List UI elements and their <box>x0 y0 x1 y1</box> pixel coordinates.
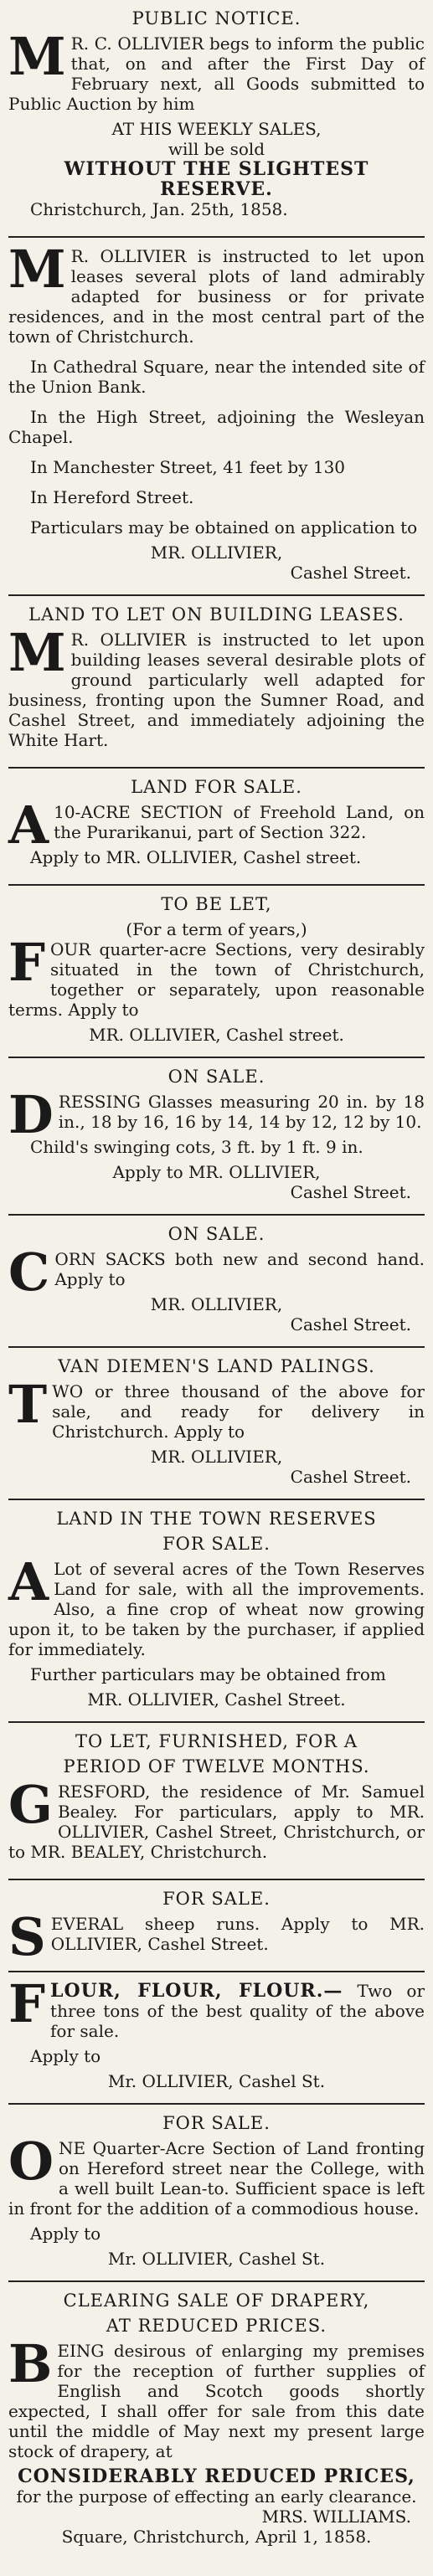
town-reserves-ad <box>8 1509 425 1713</box>
ad-signature: MR. OLLIVIER, <box>150 1294 283 1314</box>
ad-title: AT REDUCED PRICES. <box>106 2316 327 2336</box>
divider <box>8 1499 425 1500</box>
ad-line: WITHOUT THE SLIGHTEST RESERVE. <box>64 158 369 200</box>
ad-body: Lot of several acres of the Town Reserves Land for sale, with all the improvements. Also, a fine crop of wheat now growing upon it, to be taken by the purchaser, if applied for immediately. <box>8 1559 425 1659</box>
ad-apply: Apply to <box>30 2224 101 2244</box>
palings-ad <box>8 1356 425 1490</box>
ad-line: Child's swinging cots, 3 ft. by 1 ft. 9 in. <box>30 1137 363 1157</box>
ad-title: PUBLIC NOTICE. <box>131 8 302 28</box>
quarter-acre-ad <box>8 2113 425 2272</box>
ad-title: CLEARING SALE OF DRAPERY, <box>63 2291 370 2311</box>
land-for-sale-ad <box>8 777 425 876</box>
divider <box>8 2280 425 2282</box>
drapery-ad <box>8 2291 425 2550</box>
ad-further: Further particulars may be obtained from <box>30 1664 386 1684</box>
drop-cap: T <box>8 1374 48 1435</box>
ad-body: OUR quarter-acre Sections, very desirably situated in the town of Christchurch, together or separately, upon reasonable terms. Apply to <box>8 939 425 1020</box>
plots-ad <box>8 239 425 586</box>
ad-body: ORN SACKS both new and second hand. Apply to <box>54 1249 425 1289</box>
drop-cap: A <box>8 1551 49 1612</box>
ad-signature: MR. OLLIVIER, Cashel street. <box>89 1025 344 1045</box>
ad-address: Cashel Street. <box>290 1182 411 1202</box>
ad-title: LAND FOR SALE. <box>131 777 302 797</box>
ad-body: NE Quarter-Acre Section of Land fronting on Hereford street near the College, with a well built Lean-to. Sufficient space is left in front for the addition of a commodious house. <box>8 2138 425 2219</box>
ad-title: VAN DIEMEN'S LAND PALINGS. <box>58 1356 375 1376</box>
ad-title: FOR SALE. <box>162 2113 271 2133</box>
ad-title: LAND IN THE TOWN RESERVES <box>56 1509 377 1529</box>
ad-title: LAND TO LET ON BUILDING LEASES. <box>28 604 405 625</box>
furnished-ad <box>8 1731 425 1870</box>
drop-cap: M <box>8 622 66 683</box>
ad-signature: MR. OLLIVIER, Cashel Street. <box>87 1689 346 1710</box>
ad-body: RESSING Glasses measuring 20 in. by 18 in., 18 by 16, 16 by 14, 14 by 12, 12 by 10. <box>58 1092 425 1132</box>
ad-line: AT HIS WEEKLY SALES, <box>111 119 322 139</box>
divider <box>8 2103 425 2105</box>
ad-headline: LOUR, FLOUR, FLOUR.— <box>50 1980 343 2002</box>
drop-cap: F <box>8 1973 46 2034</box>
ad-address: Cashel Street. <box>290 1314 411 1334</box>
ad-title: FOR SALE. <box>162 1534 271 1554</box>
dressing-glasses-ad <box>8 1067 425 1206</box>
divider <box>8 1346 425 1348</box>
public-notice-ad <box>8 8 425 228</box>
drop-cap: C <box>8 1242 50 1303</box>
ad-subtitle: (For a term of years,) <box>126 919 307 939</box>
ad-body: WO or three thousand of the above for sale, and ready for delivery in Christchurch. Apply to <box>52 1381 425 1442</box>
drop-cap: O <box>8 2131 54 2192</box>
ad-signature: Mr. OLLIVIER, Cashel St. <box>107 2249 326 2269</box>
divider <box>8 1721 425 1723</box>
divider <box>8 594 425 596</box>
ad-emphasis: CONSIDERABLY REDUCED PRICES, <box>18 2465 415 2487</box>
drop-cap: F <box>8 932 46 993</box>
ad-body: 10-ACRE SECTION of Freehold Land, on the Purarikanui, part of Section 322. <box>54 802 425 842</box>
ad-body: EVERAL sheep runs. Apply to MR. OLLIVIER, Cashel Street. <box>50 1914 425 1954</box>
drop-cap: B <box>8 2333 53 2394</box>
divider <box>8 1879 425 1880</box>
corn-sacks-ad <box>8 1224 425 1338</box>
ad-signature: Mr. OLLIVIER, Cashel St. <box>107 2071 326 2091</box>
ad-body: Two or three tons of the best quality of the above for sale. <box>50 1981 425 2041</box>
divider <box>8 236 425 238</box>
ad-item: In Manchester Street, 41 feet by 130 <box>30 457 346 477</box>
ad-line: will be sold <box>168 139 265 159</box>
ad-apply: Apply to MR. OLLIVIER, <box>112 1162 321 1182</box>
divider <box>8 884 425 886</box>
drop-cap: A <box>8 794 49 856</box>
ad-title: ON SALE. <box>168 1224 265 1244</box>
drop-cap: S <box>8 1906 46 1967</box>
drop-cap: G <box>8 1774 53 1835</box>
divider <box>8 1057 425 1058</box>
ad-particulars: Particulars may be obtained on application to <box>30 517 418 537</box>
ad-title: TO LET, FURNISHED, FOR A <box>75 1731 358 1751</box>
ad-body: RESFORD, the residence of Mr. Samuel Bealey. For particulars, apply to MR. OLLIVIER, Cashel Street, Christchurch, or to MR. BEALEY, Christchurch. <box>8 1782 425 1862</box>
ad-signature: MR. OLLIVIER, <box>150 542 283 563</box>
ad-apply: Apply to MR. OLLIVIER, Cashel street. <box>30 847 362 867</box>
ad-signature: MR. OLLIVIER, <box>150 1447 283 1467</box>
ad-body: EING desirous of enlarging my premises for the reception of further supplies of English and Scotch goods shortly expected, I shall offer for sale from this date until the middle of May next my present large stock of drapery, at <box>8 2341 425 2461</box>
divider <box>8 1214 425 1216</box>
ad-address: Cashel Street. <box>290 563 411 583</box>
ad-apply: Apply to <box>30 2046 101 2066</box>
ad-title: PERIOD OF TWELVE MONTHS. <box>63 1756 370 1776</box>
sheep-runs-ad <box>8 1889 425 1967</box>
ad-title: ON SALE. <box>168 1067 265 1087</box>
to-be-let-ad <box>8 894 425 1048</box>
ad-body: R. C. OLLIVIER begs to inform the public that, on and after the First Day of February next, all Goods submitted to Public Auction by him <box>8 33 425 114</box>
ad-item: In Hereford Street. <box>30 487 194 507</box>
ad-address: Cashel Street. <box>290 1467 411 1487</box>
ad-date: Square, Christchurch, April 1, 1858. <box>61 2527 372 2547</box>
building-leases-ad <box>8 604 425 758</box>
divider <box>8 767 425 769</box>
ad-item: In the High Street, adjoining the Wesleyan Chapel. <box>8 407 425 447</box>
ad-body: R. OLLIVIER is instructed to let upon leases several plots of land admirably adapted for business or for private residences, and in the most central part of the town of Christchurch. <box>8 246 425 347</box>
ad-title: FOR SALE. <box>162 1889 271 1909</box>
divider <box>8 1971 425 1972</box>
ad-body: R. OLLIVIER is instructed to let upon building leases several desirable plots of ground particularly well adapted for business, fronting upon the Sumner Road, and Cashel Street, and immediately adjoining the White Hart. <box>8 630 425 750</box>
ad-signature: MRS. WILLIAMS. <box>261 2507 411 2527</box>
ad-date: Christchurch, Jan. 25th, 1858. <box>30 199 288 219</box>
ad-title: TO BE LET, <box>161 894 272 914</box>
drop-cap: M <box>8 239 66 300</box>
ad-item: In Cathedral Square, near the intended site of the Union Bank. <box>8 357 425 397</box>
ad-purpose: for the purpose of effecting an early clearance. <box>16 2486 417 2507</box>
drop-cap: M <box>8 26 66 87</box>
flour-ad <box>8 1973 425 2095</box>
drop-cap: D <box>8 1084 54 1145</box>
